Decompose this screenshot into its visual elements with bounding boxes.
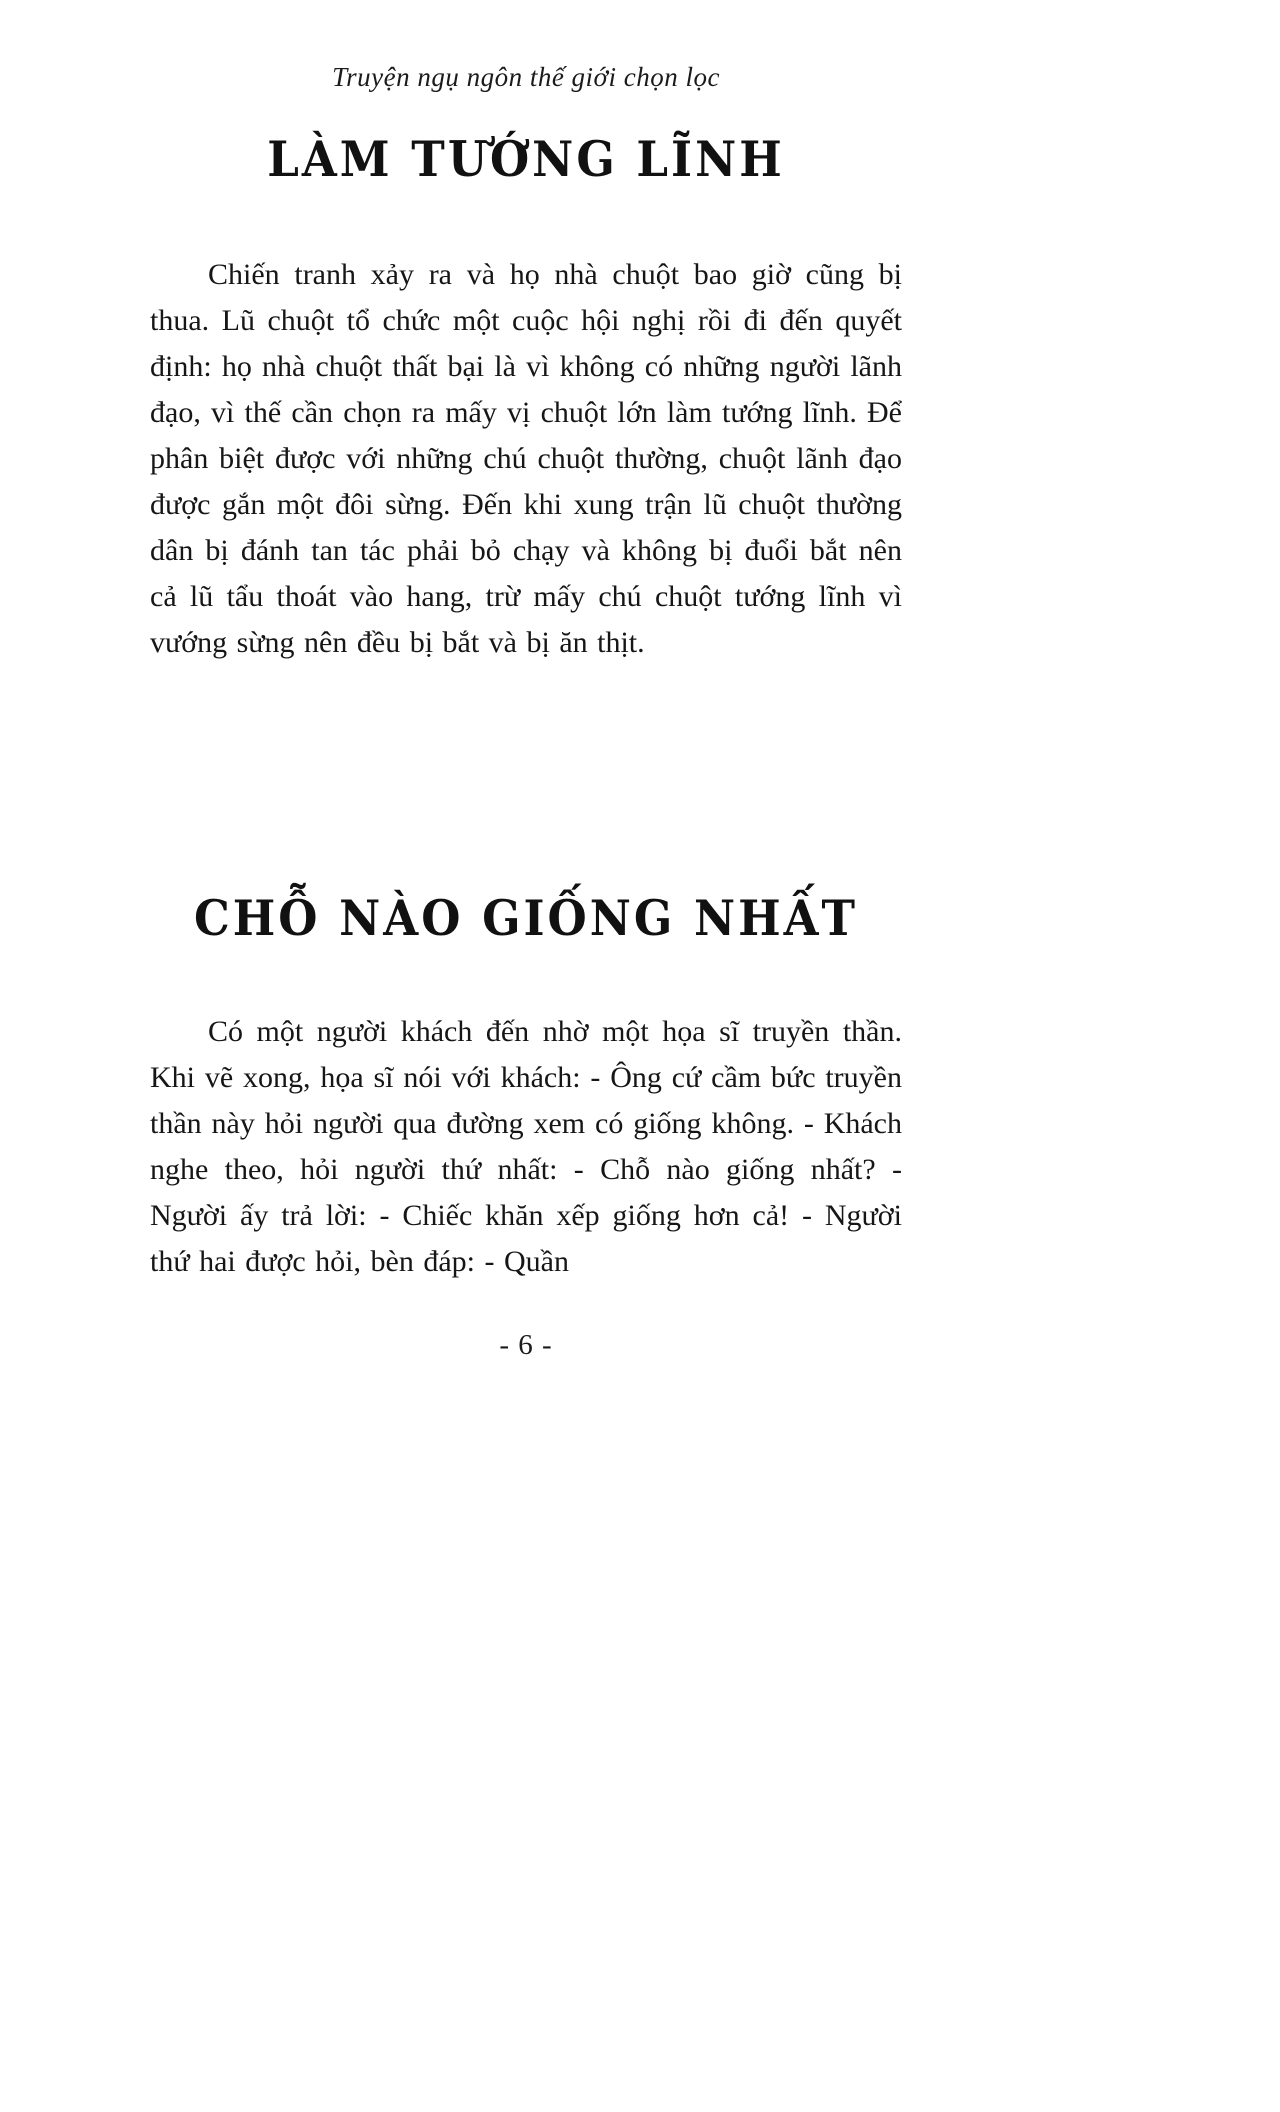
running-header: Truyện ngụ ngôn thế giới chọn lọc [332, 62, 720, 92]
page-content [150, 0, 902, 1362]
page-number: - 6 - [499, 1329, 553, 1361]
story-title-lam-tuong-linh: LÀM TƯỚNG LĨNH [267, 130, 785, 189]
story-body-lam-tuong-linh: Chiến tranh xảy ra và họ nhà chuột bao giờ cũng bị thua. Lũ chuột tổ chức một cuộc hội nghị rồi đi đến quyết định: họ nhà chuột thất bại là vì không có những người lãnh đạo, vì thế cần chọn ra mấy vị chuột lớn làm tướng lĩnh. Để phân biệt được với những chú chuột thường, chuột lãnh đạo được gắn một đôi sừng. Đến khi xung trận lũ chuột thường dân bị đánh tan tác phải bỏ chạy và không bị đuổi bắt nên cả lũ tẩu thoát vào hang, trừ mấy chú chuột tướng lĩnh vì vướng sừng nên đều bị bắt và bị ăn thịt. [150, 258, 902, 659]
story-body-cho-nao-giong-nhat: Có một người khách đến nhờ một họa sĩ truyền thần. Khi vẽ xong, họa sĩ nói với khách: - Ông cứ cầm bức truyền thần này hỏi người qua đường xem có giống không. - Khách nghe theo, hỏi người thứ nhất: - Chỗ nào giống nhất? - Người ấy trả lời: - Chiếc khăn xếp giống hơn cả! - Người thứ hai được hỏi, bèn đáp: - Quần [150, 1015, 902, 1278]
story-title-cho-nao-giong-nhat: CHỖ NÀO GIỐNG NHẤT [193, 889, 859, 948]
